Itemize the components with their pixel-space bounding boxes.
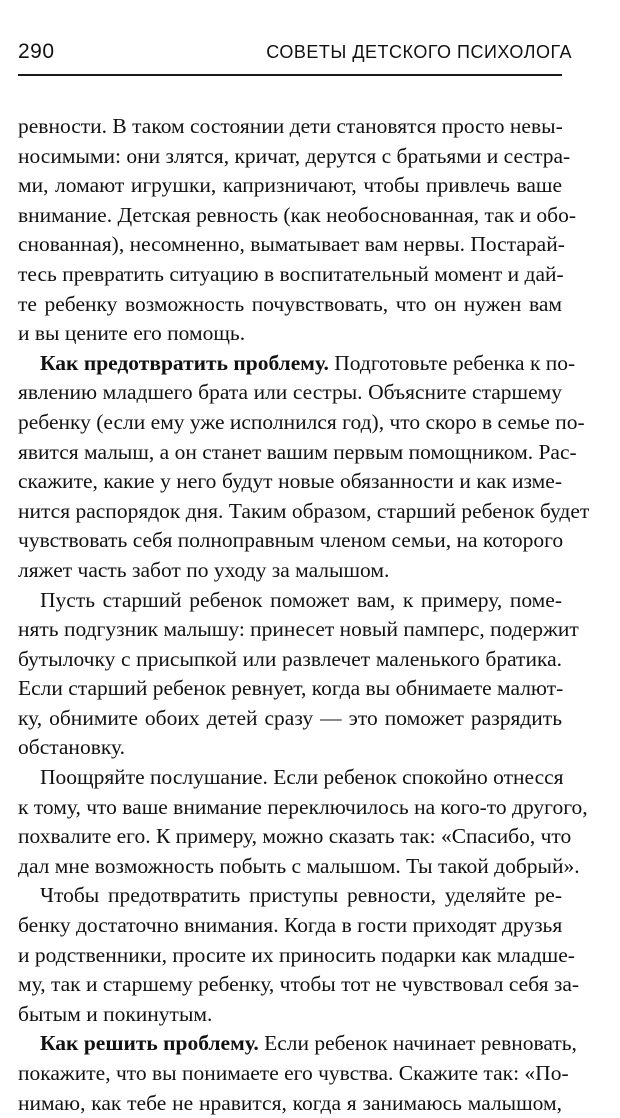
- text-line: Чтобы предотвратить приступы ревности, уделяйте ре-: [40, 883, 562, 908]
- text-line: ми, ломают игрушки, капризничают, чтобы привлечь ваше: [18, 173, 562, 198]
- section-heading-prevent: Как предотвратить проблему.: [40, 350, 329, 375]
- text-line: ребенку (если ему уже исполнился год), что скоро в семье по-: [18, 409, 585, 434]
- text-line: и вы цените его помощь.: [18, 321, 246, 346]
- text-line: Поощряйте послушание. Если ребенок спокойно отнесся: [40, 765, 564, 790]
- text-line: явлению младшего брата или сестры. Объясните старшему: [18, 380, 562, 405]
- text-run: Подготовьте ребенка к по-: [328, 350, 576, 375]
- text-line: те ребенку возможность почувствовать, что он нужен вам: [18, 291, 562, 316]
- page-number: 290: [18, 40, 55, 63]
- header-rule: [18, 74, 562, 76]
- text-line: нять подгузник малышу: принесет новый памперс, подержит: [18, 617, 579, 642]
- text-line: ку, обнимите обоих детей сразу — это поможет разрядить: [18, 705, 562, 730]
- text-line: бенку достаточно внимания. Когда в гости приходят друзья: [18, 913, 563, 938]
- text-line: снованная), несомненно, выматывает вам нервы. Постарай-: [18, 232, 565, 257]
- text-line: ревности. В таком состоянии дети становятся просто невы-: [18, 114, 563, 138]
- section-heading-solve: Как решить проблему.: [40, 1031, 259, 1056]
- text-line: ляжет часть забот по уходу за малышом.: [18, 557, 390, 582]
- text-line: [18, 1029, 577, 1059]
- text-run: Если ребенок начинает ревновать,: [258, 1031, 577, 1056]
- text-line: к тому, что ваше внимание переключилось на кого-то другого,: [18, 794, 588, 819]
- text-line: нится распорядок дня. Таким образом, старший ребенок будет: [18, 498, 590, 523]
- text-line: скажите, какие у него будут новые обязанности и как изме-: [18, 469, 562, 494]
- body-text: [18, 112, 590, 1118]
- text-line: явится малыш, а он станет вашим первым помощником. Рас-: [18, 439, 577, 464]
- text-line: бытым и покинутым.: [18, 1001, 213, 1026]
- text-line: [18, 349, 576, 379]
- text-line: му, так и старшему ребенку, чтобы тот не чувствовал себя за-: [18, 972, 580, 997]
- text-line: покажите, что вы понимаете его чувства. Скажите так: «По-: [18, 1061, 569, 1085]
- text-line: похвалите его. К примеру, можно сказать так: «Спасибо, что: [18, 824, 572, 849]
- text-line: дал мне возможность побыть с малышом. Ты такой добрый».: [18, 853, 580, 878]
- text-line: и родственники, просите их приносить подарки как младше-: [18, 942, 575, 967]
- text-line: чувствовать себя полноправным членом семьи, на которого: [18, 528, 564, 553]
- text-line: Если старший ребенок ревнует, когда вы обнимаете малют-: [18, 676, 564, 701]
- text-line: носимыми: они злятся, кричат, дерутся с братьями и сестра-: [18, 143, 571, 168]
- running-title: СОВЕТЫ ДЕТСКОГО ПСИХОЛОГА: [266, 42, 572, 62]
- text-line: обстановку.: [18, 735, 125, 760]
- page-header: [0, 0, 620, 90]
- text-line: внимание. Детская ревность (как необоснованная, так и обо-: [18, 202, 576, 227]
- text-line: Пусть старший ребенок поможет вам, к примеру, поме-: [40, 587, 562, 612]
- text-line: нимаю, как тебе не нравится, когда я занимаюсь малышом,: [18, 1090, 562, 1115]
- text-line: тесь превратить ситуацию в воспитательный момент и дай-: [18, 261, 564, 286]
- text-line: бутылочку с присыпкой или развлечет маленького братика.: [18, 646, 562, 671]
